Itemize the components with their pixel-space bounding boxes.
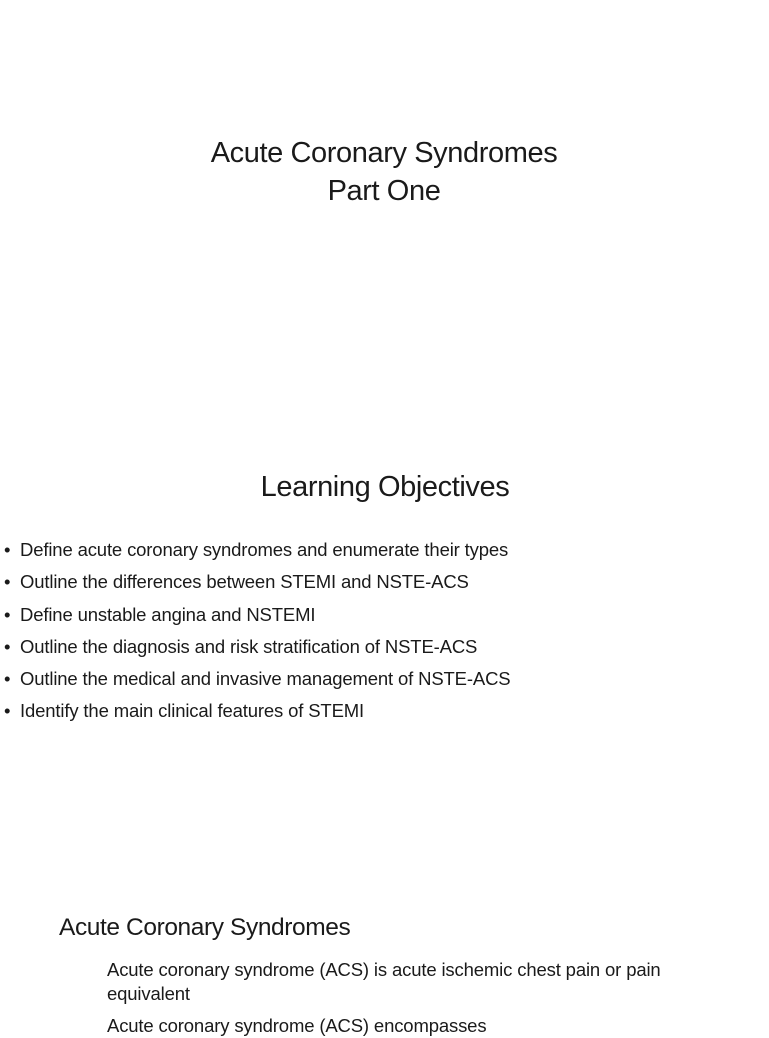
list-item <box>4 599 510 631</box>
list-item <box>4 695 510 727</box>
bullet-icon: • <box>4 603 11 625</box>
slide-learning-objectives <box>0 400 768 840</box>
list-item <box>4 631 510 663</box>
slide-heading: Acute Coronary Syndromes <box>59 914 351 941</box>
objective-text: Outline the differences between STEMI and NSTE-ACS <box>20 571 469 593</box>
objective-text: Identify the main clinical features of STEMI <box>20 700 365 722</box>
bullet-icon: • <box>4 539 11 560</box>
definition-paragraph: Acute coronary syndrome (ACS) is acute ischemic chest pain or pain equivalent <box>107 959 661 1004</box>
bullet-icon: • <box>4 571 11 593</box>
bullet-icon: • <box>4 635 11 657</box>
objective-text: Define unstable angina and NSTEMI <box>20 603 316 625</box>
objective-text: Outline the diagnosis and risk stratification of NSTE-ACS <box>20 635 478 657</box>
bullet-icon: • <box>4 668 11 690</box>
list-item <box>4 663 510 695</box>
list-item <box>4 566 510 598</box>
slide-heading: Learning Objectives <box>260 471 510 503</box>
title-line-2: Part One <box>327 175 441 207</box>
objectives-list <box>4 534 510 728</box>
slide-title <box>0 0 768 400</box>
objective-text: Outline the medical and invasive management of NSTE-ACS <box>20 668 511 690</box>
list-item <box>4 534 510 566</box>
slide-acs-definition <box>0 840 768 1036</box>
encompasses-paragraph: Acute coronary syndrome (ACS) encompasses <box>107 1015 487 1036</box>
title-line-1: Acute Coronary Syndromes <box>210 137 558 169</box>
presentation-title <box>0 134 768 210</box>
bullet-icon: • <box>4 700 11 722</box>
objective-text: Define acute coronary syndromes and enumerate their types <box>20 539 509 560</box>
